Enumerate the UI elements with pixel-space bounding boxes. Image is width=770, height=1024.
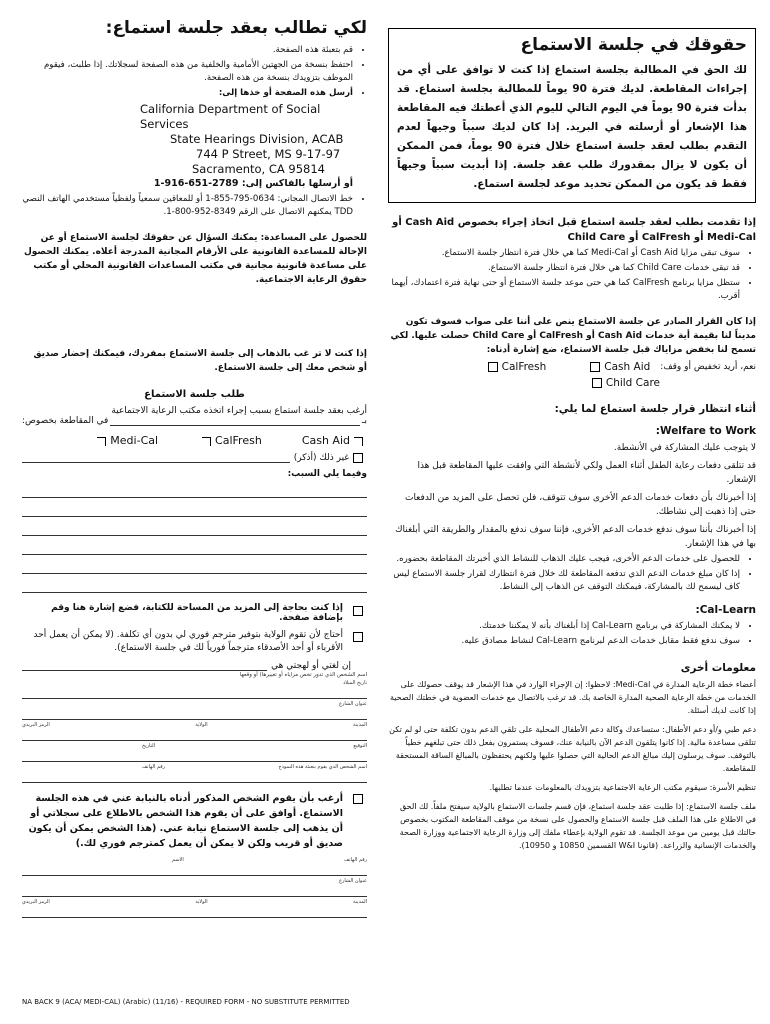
language-label: إن لغتي أو لهجتي هي — [271, 661, 351, 671]
other-p3: تنظيم الأسرة: سيقوم مكتب الرعاية الاجتماعية بتزويدك بالمعلومات عندما تطلبها. — [489, 783, 756, 792]
bring-person-note: إذا كنت لا تر غب بالذهاب إلى جلسة الاستماع بمفردك، فيمكنك إحضار صديق أو شخص معك إلى جلسة الاستماع. — [33, 349, 367, 373]
list-item: • سوف تبقى مزايا Cash Aid أو Medi-Cal كما هي خلال فترة انتظار جلسة الاستماع. — [388, 247, 740, 260]
auth-row-2[interactable]: عنوان الشارع — [22, 878, 367, 897]
reduce-option-calfresh[interactable]: CalFresh — [484, 361, 547, 373]
reduce-question: نعم، أريد تخفيض أو وقف: — [660, 362, 756, 372]
reason-line[interactable] — [22, 578, 367, 593]
legal-help: للحصول على المساعدة: يمكنك السؤال عن حقوقك لجلسة الاستماع أو عن الإحالة للمساعدة القانونية على الأرقام المجانية المدرجة أعلاه. يمكنك الحصول على مساعدة قانونية مجانية في مكتب المساعدات القانونية المحلي أو مكتب حقوق الرعاية الاجتماعية. — [23, 233, 367, 285]
left-column — [22, 18, 367, 920]
checkbox-icon[interactable] — [353, 453, 363, 463]
wtw-bullets — [388, 553, 756, 594]
other-p2: دعم طبي و/أو دعم الأطفال: ستساعدك وكالة دعم الأطفال المحلية على تلقي الدعم بدون تكلفة حتى لو لم تكن تتلقى مساعدة مالية. إذا كانوا يتلقون الدعم الآن بالنيابة عنك، فسوف يستمرون بفعل ذلك حتى تبلغهم خطياً بالتوقف. سوف يرسلون إليك مبالغ الدعم الحالية التي حصلوا عليها ولكنهم يحتفظون بالمبالغ الساقة المستحقة للمقاطعة. — [389, 725, 756, 773]
checkbox-icon — [97, 437, 106, 446]
hearing-rights-text: لك الحق في المطالبة بجلسة استماع إذا كنت لا توافق على أي من إجراءات المقاطعة. لديك فترة 90 يوماً للمطالبة بجلسة استماع. قد بدأت فترة 90 يوماً في اليوم التالي لليوم الذي أعطتك فيه المقاطعة هذا الإشعار أو أرسلته في البريد. إذا كان لديك سبباً وجيهاً لعدم التقدم بطلب لعقد جلسة استماع خلال فترة 90 يوماً، فمن الممكن أن يكون لا يزال بمقدورك طلب عقد جلسة. إذا أبديت سبباً وجيهاً فقط قد يكون من الممكن تحديد موعد لجلسة استماع. — [397, 64, 747, 190]
interpreter-row — [22, 629, 367, 655]
list-item: • للحصول على خدمات الدعم الأخرى، فيجب عليك الذهاب للنشاط الذي أخبرتك المقاطعة بحضوره. — [388, 553, 740, 566]
more-space-label: إذا كنت بحاجة إلى المزيد من المساحة للكتابة، فضع إشارة هنا وقم بإضافة صفحة. — [51, 603, 343, 623]
program-options — [22, 434, 367, 447]
auth-row-1[interactable]: رقم الهاتف الاسم — [22, 857, 367, 876]
authorize-label: أرغب بأن يقوم الشخص المذكور أدناه بالنيابة عني في هذه الجلسة الاستماع. أوافق على أن يقوم هذا الشخص بالاطلاع على سجلاتي أو أن يذهب إلى جلسة الاستماع نيابة عني. (هذا الشخص يمكن أن يكون صديق أو قريب ولكن لا يمكن أن يعمل كمترجم فوري لك.) — [28, 793, 343, 849]
request-title: لكي تطالب بعقد جلسة استماع: — [105, 18, 367, 38]
wtw-p3: إذا أخبرناك بأن دفعات خدمات الدعم الأخرى سوف تتوقف، فلن تحصل على المزيد من الدفعات حتى إذا ذهبت إلى نشاطك. — [404, 493, 756, 517]
list-item: • احتفظ بنسخة من الجهتين الأمامية والخلفية من هذه الصفحة لسجلاتك. إذا طلبت، فيقوم الموظف بتزويدك بنسخة من هذه الصفحة. — [22, 59, 353, 85]
checkbox-icon — [202, 437, 211, 446]
other-p1: أعضاء خطة الرعاية المدارة في Medi-Cal: لاحظوا: إن الإجراء الوارد في هذا الإشعار قد يوقف حصولك على الخدمات من خطة الرعاية الصحية المدارة الخاصة بك. قد ترغب بالاتصال مع خدمات العضوية في خطتك الصحية إذا كانت لديك أسئلة. — [389, 680, 756, 715]
checkbox-icon — [488, 362, 498, 372]
checkbox-icon — [592, 378, 602, 388]
reduce-option-cash-aid[interactable]: Cash Aid — [586, 361, 650, 373]
authorize-row — [22, 791, 367, 851]
address-line: Sacramento, CA 95814 — [192, 162, 326, 176]
form-line1: أرغب بعقد جلسة استماع بسبب إجراء اتخذه مكتب الرعاية الاجتماعية — [111, 406, 367, 416]
program-option-calfresh[interactable]: CalFresh — [198, 434, 262, 447]
sig-row-3[interactable]: المدينة الولاية الرمز البريدي — [22, 722, 367, 741]
checkbox-icon — [354, 437, 363, 446]
sig-row-1[interactable]: تاريخ الميلاد — [22, 680, 367, 699]
reason-line[interactable] — [22, 502, 367, 517]
other-p4: ملف جلسة الاستماع: إذا طلبت عقد جلسة استماع، فإن قسم جلسات الاستماع بالولاية سيفتح ملفاً. لك الحق في الاطلاع على هذا الملف قبل جلسة الاستماع والحصول على نسخة من موقف المقاطعة المكتوب بخصوص حالتك قبل يومين من موعد الجلسة. قد تقوم الولاية بإعطاء ملفك إلى وزارة الرعاية الاجتماعية ووزارة الصحة والخدمات الإنسانية والزراعة. (قانونا W&I القسمين 10850 و 10950). — [399, 802, 756, 850]
list-item: • سوف ندفع فقط مقابل خدمات الدعم لبرنامج Cal-Learn لنشاط مصادق عليه. — [388, 635, 740, 648]
list-item: • قم بتعبئة هذه الصفحة. — [22, 44, 353, 57]
county-prefix: بـ — [361, 416, 367, 426]
checkbox-icon[interactable] — [353, 794, 363, 804]
waiting-title: أثناء انتظار قرار جلسة استماع لما يلي: — [554, 403, 756, 415]
reason-line[interactable] — [22, 559, 367, 574]
fax-line: أو أرسلها بالفاكس إلى: 2789-651-916-1 — [153, 178, 353, 189]
mailing-address — [22, 102, 367, 177]
county-suffix: في المقاطعة بخصوص: — [22, 416, 109, 426]
cashaid-intro: إذا تقدمت بطلب لعقد جلسة استماع قبل اتخاذ إجراء بخصوص Cash Aid أو Medi-Cal أو CalFresh أو Child Care — [392, 217, 756, 243]
county-row — [22, 416, 367, 426]
hearing-rights-box — [388, 28, 756, 203]
name-line-label: اسم الشخص الذي تدور تخص مزاياه أو تغييرها) أو وقعها — [239, 672, 367, 678]
reason-line[interactable] — [22, 521, 367, 536]
hearing-rights-title: حقوقك في جلسة الاستماع — [520, 35, 747, 55]
right-column — [388, 18, 756, 852]
list-item: • أرسل هذه الصفحة أو خذها إلى: — [22, 87, 353, 100]
request-steps — [22, 44, 367, 100]
reason-line[interactable] — [22, 540, 367, 555]
reduce-options-row — [388, 361, 756, 373]
cal-learn-title: :Cal-Learn — [695, 604, 756, 616]
language-field[interactable] — [22, 670, 267, 671]
list-item: • خط الاتصال المجاني: 0634-795-855-1 أو للمعاقين سمعياً ولفظياً مستخدمي الهاتف النصي TDD يمكنهم الاتصال على الرقم 8349-952-800-1. — [22, 193, 353, 219]
county-field[interactable] — [110, 425, 360, 426]
sig-row-2[interactable]: عنوان الشارع — [22, 701, 367, 720]
program-option-medi-cal[interactable]: Medi-Cal — [93, 434, 158, 447]
auth-row-3[interactable]: المدينة الولاية الرمز البريدي — [22, 899, 367, 918]
form-title: طلب جلسة الاستماع — [144, 389, 245, 400]
address-line: 744 P Street, MS 9-17-97 — [196, 147, 341, 161]
sig-row-4[interactable]: التوقيع التاريخ — [22, 743, 367, 762]
reduce-option-child-care[interactable]: Child Care — [388, 377, 660, 389]
other-info-title: معلومات أخرى — [680, 662, 756, 674]
reason-label: وفيما يلي السبب: — [287, 469, 367, 479]
other-row — [22, 453, 367, 463]
cashaid-bullets — [388, 247, 756, 303]
list-item: • ستظل مزايا برنامج CalFresh كما هي حتى موعد جلسة الاستماع أو حتى نهاية فترة اعتمادك، أيهما أقرب. — [388, 277, 740, 303]
other-field[interactable] — [22, 462, 290, 463]
checkbox-icon[interactable] — [353, 606, 363, 616]
wtw-p2: قد تتلقى دفعات رعاية الطفل أثناء العمل ولكي لأنشطة التي وافقت عليها المقاطعة قبل هذا الإشعار. — [417, 461, 756, 485]
cal-learn-bullets — [388, 620, 756, 648]
interpreter-label: أحتاج لأن تقوم الولاية بتوفير مترجم فوري لي بدون أي تكلفة. (لا يمكن أن يعمل أحد الأقرباء أو أحد الأصدقاء مترجماً فورياً لك في جلسة الاستماع). — [33, 630, 343, 653]
more-space-row — [22, 603, 367, 623]
checkbox-icon — [590, 362, 600, 372]
other-label: غير ذلك (أذكر) — [293, 453, 349, 463]
list-item: • قد تبقى خدمات Child Care كما هي خلال فترة انتظار جلسة الاستماع. — [388, 262, 740, 275]
address-line: California Department of Social Services — [140, 102, 321, 131]
language-row — [22, 661, 351, 671]
checkbox-icon[interactable] — [353, 632, 363, 642]
program-option-cash-aid[interactable]: Cash Aid — [302, 434, 367, 447]
reduce-intro: إذا كان القرار الصادر عن جلسة الاستماع ينص على أننا على صواب فسوف تكون مديناً لنا بقيمة أية خدمات Cash Aid أو CalFresh أو Child Care حصلت عليها. لكي تسمح لنا بخفض مزاياك قبل جلسة الاستماع، ضع إشارة أدناه: — [390, 317, 756, 355]
phone-list — [22, 193, 367, 219]
wtw-title: :Welfare to Work — [655, 425, 756, 437]
wtw-p4: إذا أخبرناك بأننا سوف ندفع خدمات الدعم الأخرى، فإننا سوف ندفع بالمقدار والطريقة التي أبلغناك بها في هذا الإشعار. — [395, 525, 756, 549]
sig-row-5[interactable]: اسم الشخص الذي يقوم بتعبئة هذه النموذج رقم الهاتف — [22, 764, 367, 783]
reason-line[interactable] — [22, 483, 367, 498]
address-line: State Hearings Division, ACAB — [170, 132, 344, 146]
list-item: • إذا كان مبلغ خدمات الدعم الذي تدفعه المقاطعة لك خلال فترة انتظارك لقرار جلسة الاستماع ليس كاف ليسمح لك بالمشاركة، فيمكنك التوقف عن الذهاب إلى النشاط. — [388, 568, 740, 594]
wtw-p1: لا يتوجب عليك المشاركة في الأنشطة. — [613, 443, 756, 453]
list-item: • لا يمكنك المشاركة في برنامج Cal-Learn إذا أبلغناك بأنه لا يمكننا خدمتك. — [388, 620, 740, 633]
form-footer: NA BACK 9 (ACA/ MEDI-CAL) (Arabic) (11/16) - REQUIRED FORM - NO SUBSTITUTE PERMITTED — [22, 998, 350, 1006]
